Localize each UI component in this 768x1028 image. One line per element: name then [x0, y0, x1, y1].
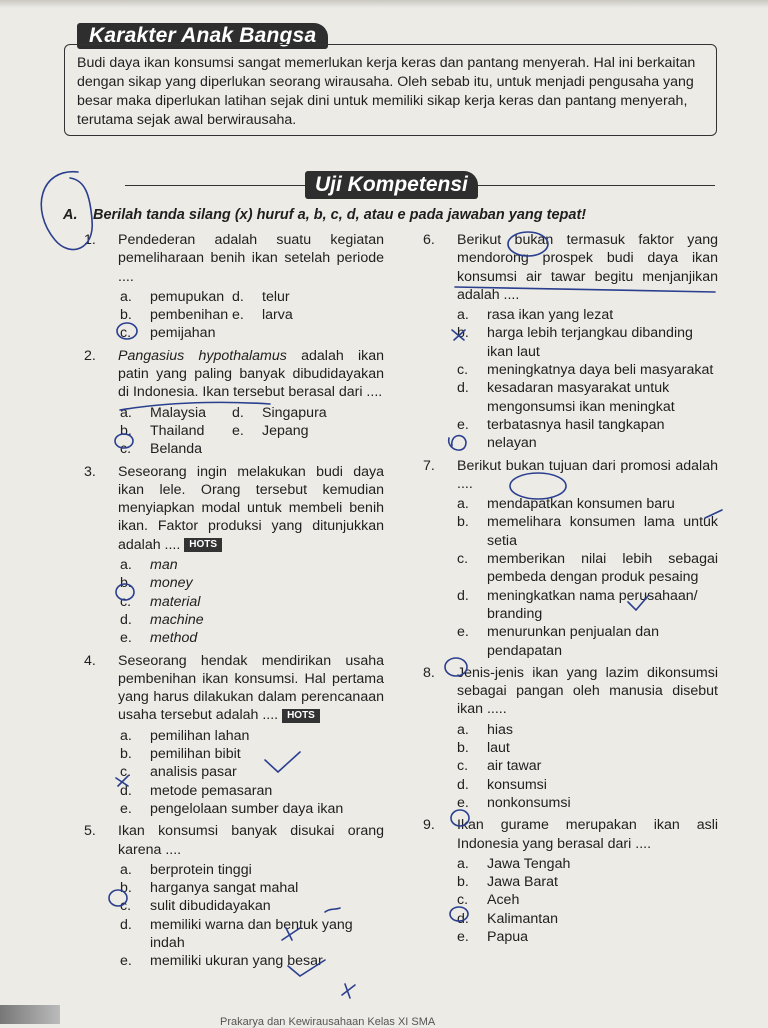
option-letter[interactable]: d. [120, 611, 132, 628]
option-text: larva [262, 307, 293, 324]
page-top-edge [0, 0, 768, 8]
option-letter[interactable]: d. [457, 776, 469, 793]
option-letter[interactable]: e. [457, 794, 469, 811]
option-text: material [150, 593, 201, 610]
option-letter[interactable]: a. [120, 557, 132, 574]
option-text: hias [487, 721, 514, 738]
question-text: Berikut bukan termasuk faktor yang mendorong prospek budi daya ikan konsumsi air tawar begitu menjanjikan adalah .... [457, 232, 718, 303]
option-letter[interactable]: d. [232, 288, 244, 305]
section-letter: A. [63, 207, 78, 223]
option-letter[interactable]: c. [120, 325, 132, 342]
option-text: analisis pasar [150, 764, 237, 781]
option-letter[interactable]: b. [457, 740, 469, 757]
question-1 [84, 231, 384, 343]
karakter-box [64, 44, 717, 136]
option-letter[interactable]: b. [120, 746, 132, 763]
question-text: Seseorang ingin melakukan budi daya ikan lele. Orang tersebut kemudian menyiapkan modal untuk membeli benih ikan. Faktor produksi yang ditunjukkan adalah .... [118, 463, 384, 553]
option-text: memelihara konsumen lama untuk setia [487, 514, 718, 549]
option-letter[interactable]: b. [457, 325, 469, 342]
option-letter[interactable]: e. [457, 416, 469, 433]
option-text: memiliki ukuran yang besar [150, 953, 323, 970]
question-number: 9. [423, 817, 435, 834]
question-text: Ikan konsumsi banyak disukai orang karena .... [118, 823, 384, 858]
hots-badge: HOTS [184, 538, 222, 552]
question-number: 3. [84, 463, 96, 480]
option-text: laut [487, 740, 510, 757]
option-text: Malaysia [150, 404, 206, 421]
question-7 [423, 457, 718, 660]
option-text: pemilihan lahan [150, 727, 250, 744]
uji-title: Uji Kompetensi [305, 171, 478, 199]
option-text: Belanda [150, 441, 203, 458]
option-letter[interactable]: a. [457, 307, 469, 324]
option-letter[interactable]: c. [457, 892, 469, 909]
option-letter[interactable]: d. [457, 380, 469, 397]
option-text: pemilihan bibit [150, 746, 241, 763]
option-text: money [150, 575, 193, 592]
option-letter[interactable]: e. [232, 307, 244, 324]
option-letter[interactable]: c. [457, 758, 469, 775]
option-text: telur [262, 288, 290, 305]
page-footer: Prakarya dan Kewirausahaan Kelas XI SMA [220, 1016, 436, 1028]
option-text: Kalimantan [487, 910, 558, 927]
page-corner-shadow [0, 1005, 60, 1024]
question-text: adalah ikan patin yang paling banyak dibudidayakan di Indonesia. Ikan tersebut berasal dari .... [118, 347, 385, 401]
option-letter[interactable]: a. [457, 855, 469, 872]
question-4 [84, 652, 384, 819]
option-text: sulit dibudidayakan [150, 898, 271, 915]
option-letter[interactable]: e. [120, 953, 132, 970]
option-letter[interactable]: e. [120, 800, 132, 817]
option-letter[interactable]: d. [457, 587, 469, 604]
option-text: machine [150, 611, 204, 628]
question-number: 1. [84, 232, 96, 248]
option-letter[interactable]: e. [120, 630, 132, 647]
question-italic-text: Pangasius hypothalamus [118, 347, 287, 364]
option-text: memberikan nilai lebih sebagai pembeda dengan produk pesaing [487, 551, 718, 586]
question-2 [84, 347, 384, 459]
option-text: air tawar [487, 758, 542, 775]
option-text: Papua [487, 928, 529, 945]
option-text: pengelolaan sumber daya ikan [150, 800, 344, 817]
option-text: meningkatnya daya beli masyarakat [487, 362, 714, 379]
question-text: Ikan gurame merupakan ikan asli Indonesia yang berasal dari .... [457, 817, 718, 852]
option-text: Thailand [150, 422, 205, 439]
option-text: nonkonsumsi [487, 794, 571, 811]
cross-mark-icon [342, 984, 355, 998]
question-3 [84, 463, 384, 648]
option-letter[interactable]: d. [120, 782, 132, 799]
option-text: rasa ikan yang lezat [487, 307, 614, 324]
question-text: Berikut bukan tujuan dari promosi adalah .... [457, 457, 718, 492]
option-letter[interactable]: a. [457, 721, 469, 738]
option-letter[interactable]: d. [120, 916, 132, 933]
question-text: Pendederan adalah suatu kegiatan pemeliharaan benih ikan setelah periode .... [118, 232, 384, 285]
question-text: Jenis-jenis ikan yang lazim dikonsumsi sebagai pangan oleh manusia disebut ikan ..... [457, 664, 718, 718]
option-letter[interactable]: a. [120, 404, 132, 421]
option-text: Jepang [262, 422, 309, 439]
option-letter[interactable]: d. [457, 910, 469, 927]
option-letter[interactable]: c. [120, 441, 132, 458]
question-number: 5. [84, 823, 96, 840]
option-text: man [150, 557, 178, 574]
right-column [423, 231, 718, 946]
option-text: menurunkan penjualan dan pendapatan [487, 624, 659, 659]
section-heading [63, 207, 586, 223]
option-text: harga lebih terjangkau dibanding ikan laut [487, 325, 693, 360]
karakter-text: Budi daya ikan konsumsi sangat memerlukan kerja keras dan pantang menyerah. Hal ini berkaitan dengan sikap yang diperlukan seorang wirausaha. Oleh sebab itu, untuk menjadi pengusaha yang besar maka diperlukan latihan sejak dini untuk memiliki sikap kerja keras dan pantang menyerah, terutama sejak awal berwirausaha. [77, 55, 696, 128]
option-letter[interactable]: c. [457, 551, 469, 568]
question-5 [84, 822, 384, 970]
option-letter[interactable]: d. [232, 404, 244, 421]
question-text: Seseorang hendak mendirikan usaha pembenihan ikan konsumsi. Hal pertama yang harus dilakukan dalam perencanaan usaha tersebut adalah .... [118, 652, 384, 724]
question-number: 4. [84, 652, 96, 669]
option-letter[interactable]: b. [457, 514, 469, 531]
question-8 [423, 664, 718, 812]
question-6 [423, 231, 718, 453]
option-letter[interactable]: b. [120, 422, 132, 439]
option-text: pembenihan [150, 307, 229, 324]
option-letter[interactable]: a. [120, 727, 132, 744]
hots-badge: HOTS [282, 709, 320, 723]
option-text: meningkatkan nama perusahaan/ branding [487, 587, 698, 622]
question-9 [423, 816, 718, 946]
option-text: pemijahan [150, 325, 216, 342]
question-number: 2. [84, 347, 96, 364]
option-letter[interactable]: c. [120, 898, 132, 915]
option-letter[interactable]: b. [120, 307, 132, 324]
option-text: berprotein tinggi [150, 861, 252, 878]
option-text: metode pemasaran [150, 782, 273, 799]
option-letter[interactable]: a. [120, 288, 132, 305]
option-letter[interactable]: e. [457, 928, 469, 945]
option-text: Aceh [487, 892, 520, 909]
karakter-title: Karakter Anak Bangsa [77, 23, 328, 49]
section-instruction: Berilah tanda silang (x) huruf a, b, c, d, atau e pada jawaban yang tepat! [93, 207, 587, 223]
option-text: memiliki warna dan bentuk yang indah [150, 916, 353, 951]
option-letter[interactable]: e. [457, 624, 469, 641]
option-text: pemupukan [150, 288, 225, 305]
option-text: method [150, 630, 198, 647]
option-text: Jawa Barat [487, 874, 558, 891]
option-letter[interactable]: a. [457, 496, 469, 513]
option-text: kesadaran masyarakat untuk mengonsumsi ikan meningkat [487, 380, 675, 415]
option-text: harganya sangat mahal [150, 880, 299, 897]
option-text: mendapatkan konsumen baru [487, 496, 675, 513]
question-number: 6. [423, 232, 435, 248]
option-letter[interactable]: c. [120, 593, 132, 610]
question-number: 8. [423, 664, 435, 681]
option-letter[interactable]: c. [457, 362, 469, 379]
option-letter[interactable]: c. [120, 764, 132, 781]
question-number: 7. [423, 457, 435, 474]
option-letter[interactable]: a. [120, 861, 132, 878]
option-text: Singapura [262, 404, 327, 421]
option-letter[interactable]: e. [232, 422, 244, 439]
option-letter[interactable]: b. [457, 874, 469, 891]
left-column [84, 231, 384, 971]
option-letter[interactable]: b. [120, 575, 132, 592]
option-text: terbatasnya hasil tangkapan nelayan [487, 416, 665, 452]
option-text: konsumsi [487, 776, 547, 793]
option-text: Jawa Tengah [487, 855, 571, 872]
option-letter[interactable]: b. [120, 880, 132, 897]
